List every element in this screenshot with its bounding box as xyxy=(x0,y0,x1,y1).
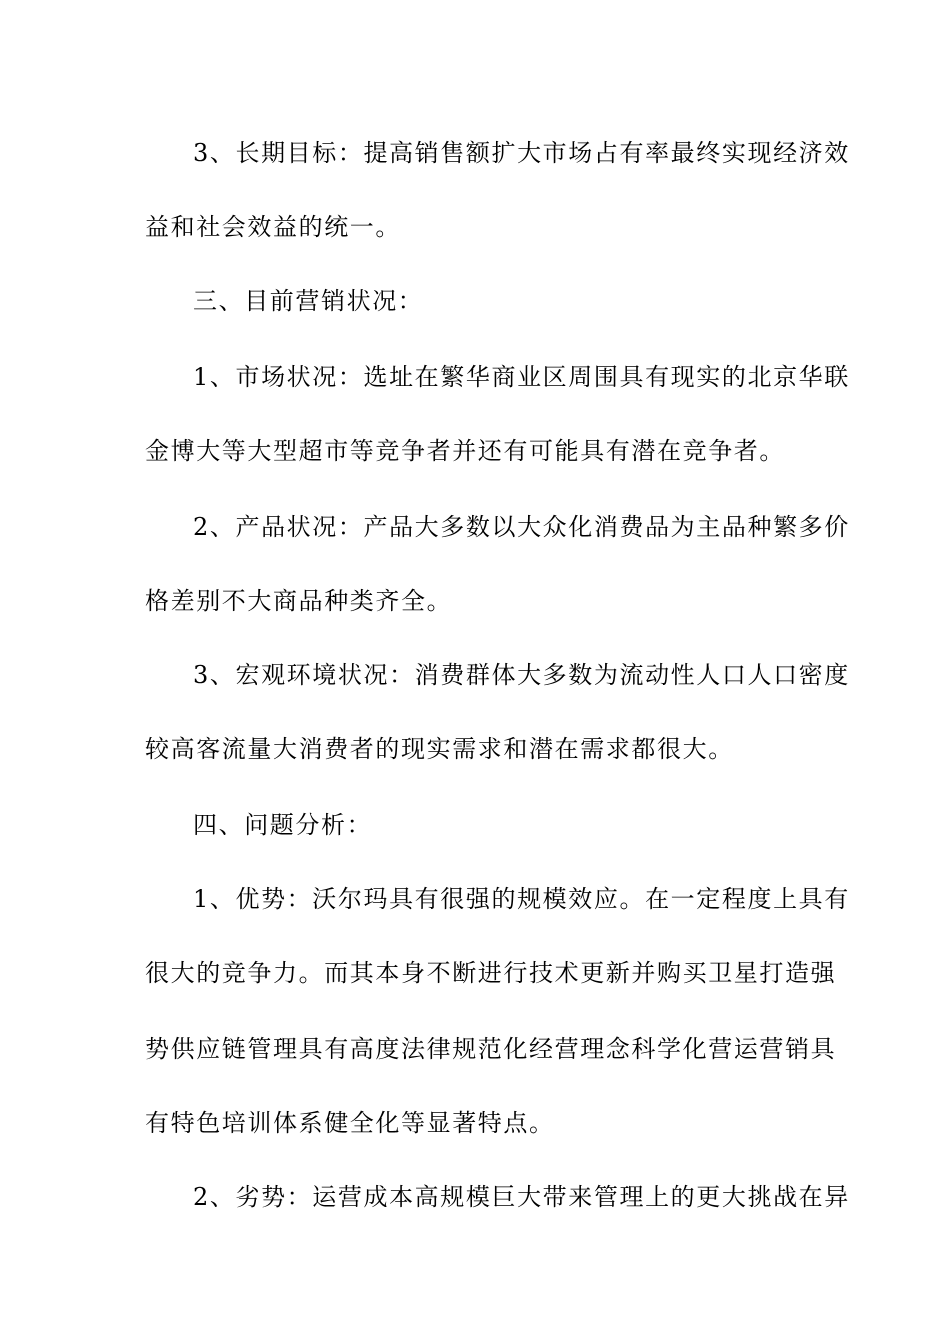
paragraph-line: 1、优势：沃尔玛具有很强的规模效应。在一定程度上具有 xyxy=(193,885,850,913)
paragraph-line: 3、宏观环境状况：消费群体大多数为流动性人口人口密度 xyxy=(193,661,850,689)
paragraph-line: 势供应链管理具有高度法律规范化经营理念科学化营运营销具 xyxy=(145,1035,837,1063)
section-heading: 三、目前营销状况： xyxy=(193,287,424,315)
paragraph-line: 2、产品状况：产品大多数以大众化消费品为主品种繁多价 xyxy=(193,513,850,541)
paragraph-line: 2、劣势：运营成本高规模巨大带来管理上的更大挑战在异 xyxy=(193,1183,850,1211)
paragraph-line: 1、市场状况：选址在繁华商业区周围具有现实的北京华联 xyxy=(193,363,850,391)
paragraph-line: 很大的竞争力。而其本身不断进行技术更新并购买卫星打造强 xyxy=(145,959,837,987)
paragraph-line: 金博大等大型超市等竞争者并还有可能具有潜在竞争者。 xyxy=(145,437,785,465)
paragraph-line: 3、长期目标：提高销售额扩大市场占有率最终实现经济效 xyxy=(193,139,850,167)
paragraph-line: 益和社会效益的统一。 xyxy=(145,213,401,241)
paragraph-line: 格差别不大商品种类齐全。 xyxy=(145,587,453,615)
section-heading: 四、问题分析： xyxy=(193,811,373,839)
paragraph-line: 有特色培训体系健全化等显著特点。 xyxy=(145,1109,555,1137)
paragraph-line: 较高客流量大消费者的现实需求和潜在需求都很大。 xyxy=(145,735,734,763)
